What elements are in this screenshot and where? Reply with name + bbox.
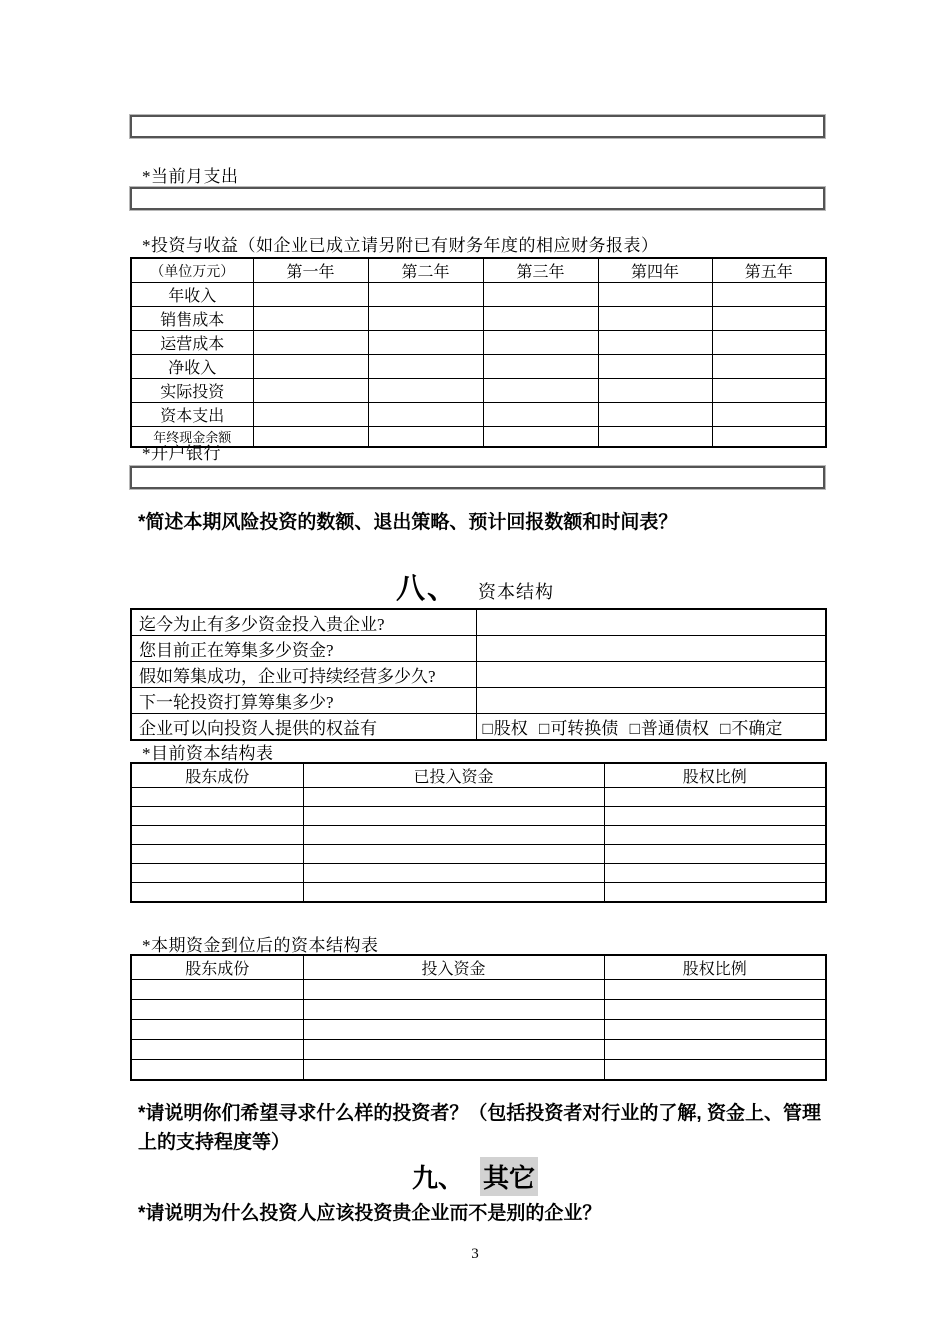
empty-cell[interactable] [131,1040,303,1060]
table-row [131,403,826,427]
empty-cell[interactable] [303,1060,604,1080]
equity-ratio-header: 股权比例 [604,955,826,980]
investment-revenue-table [130,257,827,448]
empty-cell[interactable] [604,1060,826,1080]
table-header-row [131,955,826,980]
table-row [131,609,826,636]
question-cell: 企业可以向投资人提供的权益有 [131,714,476,741]
section-8-number: 八、 [395,573,458,605]
post-funding-capital-title: *本期资金到位后的资本结构表 [142,936,379,955]
section-8-title: 资本结构 [478,582,554,602]
empty-cell[interactable] [483,355,598,379]
empty-cell[interactable] [598,427,712,448]
bank-label: *开户银行 [142,444,221,463]
table-row [131,355,826,379]
empty-cell[interactable] [483,379,598,403]
empty-cell[interactable] [604,1000,826,1020]
shareholder-header: 股东成份 [131,955,303,980]
answer-cell[interactable] [476,688,826,714]
empty-cell[interactable] [368,403,483,427]
equity-options-cell [476,714,826,741]
empty-cell[interactable] [253,403,368,427]
row-label: 净收入 [131,355,253,379]
question-cell: 您目前正在筹集多少资金? [131,636,476,662]
row-label: 销售成本 [131,307,253,331]
equity-option[interactable] [630,719,709,738]
empty-cell[interactable] [368,331,483,355]
row-label: 年终现金余额 [131,427,253,448]
empty-cell[interactable] [712,307,826,331]
capital-questions-table [130,608,827,741]
empty-cell[interactable] [712,283,826,307]
empty-cell[interactable] [368,355,483,379]
checkbox-icon[interactable]: □ [482,719,493,738]
table-row [131,1020,826,1040]
empty-cell[interactable] [303,788,604,807]
empty-cell[interactable] [712,403,826,427]
answer-cell[interactable] [476,609,826,636]
empty-cell[interactable] [483,283,598,307]
checkbox-icon[interactable]: □ [539,719,550,738]
table-row [131,883,826,902]
table-header-row [131,763,826,788]
checkbox-icon[interactable]: □ [629,719,640,738]
empty-cell[interactable] [598,355,712,379]
question-cell: 假如筹集成功，企业可持续经营多少久? [131,662,476,688]
empty-cell[interactable] [253,331,368,355]
row-label: 资本支出 [131,403,253,427]
empty-cell[interactable] [303,980,604,1000]
equity-option-label: 可转换债 [550,719,619,738]
table-row [131,1040,826,1060]
table-row [131,636,826,662]
equity-option[interactable] [539,719,618,738]
equity-ratio-header: 股权比例 [604,763,826,788]
empty-cell[interactable] [303,845,604,864]
year4-header: 第四年 [598,258,712,283]
venture-question: *简述本期风险投资的数额、退出策略、预计回报数额和时间表？ [138,512,678,533]
equity-option[interactable] [483,719,528,738]
table-row [131,826,826,845]
table-row [131,688,826,714]
why-invest-question: *请说明为什么投资人应该投资贵企业而不是别的企业？ [138,1203,602,1224]
empty-cell[interactable] [604,807,826,826]
empty-cell[interactable] [604,826,826,845]
section-9-heading [0,1157,950,1196]
empty-cell[interactable] [598,283,712,307]
empty-cell[interactable] [483,307,598,331]
empty-cell[interactable] [131,1000,303,1020]
empty-cell[interactable] [303,864,604,883]
table-row [131,1060,826,1080]
question-cell: 迄今为止有多少资金投入贵企业? [131,609,476,636]
empty-cell[interactable] [604,845,826,864]
empty-cell[interactable] [598,307,712,331]
empty-cell[interactable] [368,283,483,307]
current-capital-table [130,762,827,903]
empty-cell[interactable] [131,1060,303,1080]
equity-option[interactable] [720,719,782,738]
invested-funds-header: 投入资金 [303,955,604,980]
equity-option-label: 普通债权 [640,719,709,738]
table-header-row [131,258,826,283]
table-row [131,283,826,307]
empty-cell[interactable] [598,403,712,427]
table-row [131,307,826,331]
section-9-title: 其它 [480,1157,538,1196]
table-row [131,714,826,741]
empty-cell[interactable] [253,355,368,379]
unit-header-cell: （单位万元） [131,258,253,283]
equity-option-label: 不确定 [731,719,783,738]
answer-cell[interactable] [476,636,826,662]
table-row [131,379,826,403]
equity-option-label: 股权 [493,719,528,738]
row-label: 实际投资 [131,379,253,403]
post-funding-capital-table [130,954,827,1081]
table-row [131,1000,826,1020]
empty-cell[interactable] [253,379,368,403]
year1-header: 第一年 [253,258,368,283]
empty-cell[interactable] [712,331,826,355]
empty-cell[interactable] [368,379,483,403]
empty-cell[interactable] [598,331,712,355]
empty-cell[interactable] [368,427,483,448]
question-cell: 下一轮投资打算筹集多少? [131,688,476,714]
empty-cell[interactable] [303,1000,604,1020]
investor-question: *请说明你们希望寻求什么样的投资者？（包括投资者对行业的了解, 资金上、管理上的支持程度等） [138,1103,821,1153]
current-capital-title: *目前资本结构表 [142,744,274,763]
empty-cell[interactable] [303,1020,604,1040]
section-9-number: 九、 [411,1163,464,1193]
empty-cell[interactable] [131,845,303,864]
empty-cell[interactable] [483,427,598,448]
row-label: 年收入 [131,283,253,307]
empty-cell[interactable] [131,788,303,807]
empty-cell[interactable] [303,1040,604,1060]
answer-cell[interactable] [476,662,826,688]
table-row [131,864,826,883]
section-8-heading [0,566,950,607]
page-number: 3 [471,1246,479,1262]
empty-cell[interactable] [253,427,368,448]
empty-cell[interactable] [604,883,826,902]
empty-cell[interactable] [712,427,826,448]
empty-cell[interactable] [483,403,598,427]
year2-header: 第二年 [368,258,483,283]
table-row [131,427,826,448]
empty-cell[interactable] [131,980,303,1000]
shareholder-header: 股东成份 [131,763,303,788]
empty-cell[interactable] [303,826,604,845]
year3-header: 第三年 [483,258,598,283]
table-row [131,980,826,1000]
top-text-field[interactable] [130,115,825,138]
empty-cell[interactable] [303,883,604,902]
empty-cell[interactable] [131,807,303,826]
empty-cell[interactable] [712,355,826,379]
empty-cell[interactable] [131,883,303,902]
table-row [131,662,826,688]
empty-cell[interactable] [303,807,604,826]
table-row [131,845,826,864]
table-row [131,807,826,826]
row-label: 运营成本 [131,331,253,355]
current-month-expense-field[interactable] [130,187,825,210]
empty-cell[interactable] [253,283,368,307]
empty-cell[interactable] [604,980,826,1000]
empty-cell[interactable] [253,307,368,331]
empty-cell[interactable] [131,1020,303,1040]
empty-cell[interactable] [483,331,598,355]
invested-funds-header: 已投入资金 [303,763,604,788]
empty-cell[interactable] [131,826,303,845]
checkbox-icon[interactable]: □ [720,719,731,738]
empty-cell[interactable] [604,1040,826,1060]
empty-cell[interactable] [131,864,303,883]
empty-cell[interactable] [712,379,826,403]
table-row [131,788,826,807]
empty-cell[interactable] [604,1020,826,1040]
year5-header: 第五年 [712,258,826,283]
empty-cell[interactable] [368,307,483,331]
table-row [131,331,826,355]
empty-cell[interactable] [598,379,712,403]
empty-cell[interactable] [604,788,826,807]
current-month-expense-label: *当前月支出 [142,167,239,186]
bank-field[interactable] [130,466,825,489]
investment-revenue-label: *投资与收益（如企业已成立请另附已有财务年度的相应财务报表） [142,236,659,255]
empty-cell[interactable] [604,864,826,883]
